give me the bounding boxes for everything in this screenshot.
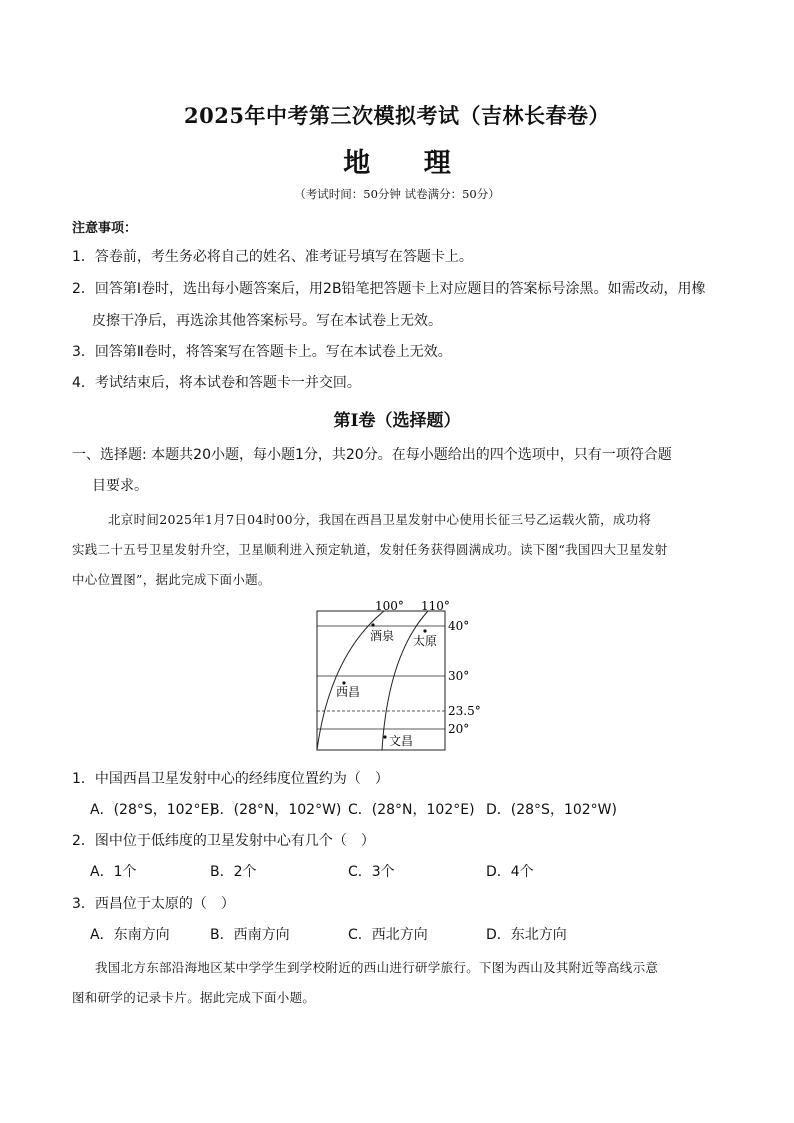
notice-item-2: 2．回答第Ⅰ卷时，选出每小题答案后，用2B铅笔把答题卡上对应题目的答案标号涂黑。如需改动，用橡 — [72, 281, 706, 297]
section-title: 第Ⅰ卷（选择题） — [333, 411, 461, 431]
passage1-line2: 实践二十五号卫星发射升空，卫星顺利进入预定轨道，发射任务获得圆满成功。读下图“我国四大卫星发射 — [72, 542, 668, 557]
passage1-line1: 北京时间2025年1月7日04时00分，我国在西昌卫星发射中心使用长征三号乙运载火箭，成功将 — [108, 512, 652, 527]
notice-item-3: 3．回答第Ⅱ卷时，将答案写在答题卡上。写在本试卷上无效。 — [72, 344, 452, 360]
section-instruction: 一、选择题: 本题共20小题，每小题1分，共20分。在每小题给出的四个选项中，只有一项符合题 — [72, 447, 672, 463]
question-3-option-a: A．东南方向 — [90, 927, 170, 943]
lon-110-label: 110° — [421, 599, 450, 613]
question-1-option-c: C．(28°N，102°E) — [348, 802, 475, 818]
exam-info: （考试时间：50分钟 试卷满分：50分） — [294, 187, 500, 201]
wenchang-dot — [383, 735, 386, 738]
notice-title: 注意事项： — [72, 221, 138, 236]
taiyuan-dot — [423, 629, 426, 632]
section-instruction-cont: 目要求。 — [92, 478, 148, 494]
notice-item-4: 4．考试结束后，将本试卷和答题卡一并交回。 — [72, 375, 361, 391]
question-2-option-c: C．3个 — [348, 864, 395, 880]
xichang-label: 西昌 — [336, 685, 361, 699]
lon-100-label: 100° — [375, 599, 404, 613]
question-2-stem: 2．图中位于低纬度的卫星发射中心有几个（ ） — [72, 833, 375, 849]
question-1-option-a: A．(28°S，102°E) — [90, 802, 215, 818]
passage2-line1: 我国北方东部沿海地区某中学学生到学校附近的西山进行研学旅行。下图为西山及其附近等高线示意 — [95, 960, 659, 975]
question-3-option-c: C．西北方向 — [348, 927, 428, 943]
notice-item-1: 1．答卷前，考生务必将自己的姓名、准考证号填写在答题卡上。 — [72, 249, 473, 265]
question-3-stem: 3．西昌位于太原的（ ） — [72, 896, 235, 912]
question-1-option-d: D．(28°S，102°W) — [486, 802, 617, 818]
launch-center-map — [300, 595, 500, 755]
lat-20-label: 20° — [448, 722, 470, 736]
lat-30-label: 30° — [448, 669, 470, 683]
question-2-option-b: B．2个 — [210, 864, 257, 880]
question-1-stem: 1．中国西昌卫星发射中心的经纬度位置约为（ ） — [72, 771, 389, 787]
passage1-line3: 中心位置图”，据此完成下面小题。 — [72, 572, 271, 587]
question-3-option-d: D．东北方向 — [486, 927, 567, 943]
lat-40-label: 40° — [448, 619, 470, 633]
question-2-option-d: D．4个 — [486, 864, 534, 880]
notice-item-2-cont: 皮擦干净后，再选涂其他答案标号。写在本试卷上无效。 — [92, 313, 442, 329]
question-2-option-a: A．1个 — [90, 864, 137, 880]
jiuquan-dot — [371, 623, 374, 626]
lat-23-5-label: 23.5° — [448, 704, 481, 718]
question-1-option-b: B．(28°N，102°W) — [210, 802, 342, 818]
wenchang-label: 文昌 — [389, 734, 414, 748]
question-3-option-b: B．西南方向 — [210, 927, 290, 943]
passage2-line2: 图和研学的记录卡片。据此完成下面小题。 — [72, 990, 316, 1005]
exam-title: 2025年中考第三次模拟考试（吉林长春卷） — [184, 103, 610, 128]
subject-title: 地 理 — [343, 148, 473, 179]
jiuquan-label: 酒泉 — [370, 629, 395, 643]
taiyuan-label: 太原 — [413, 634, 438, 648]
